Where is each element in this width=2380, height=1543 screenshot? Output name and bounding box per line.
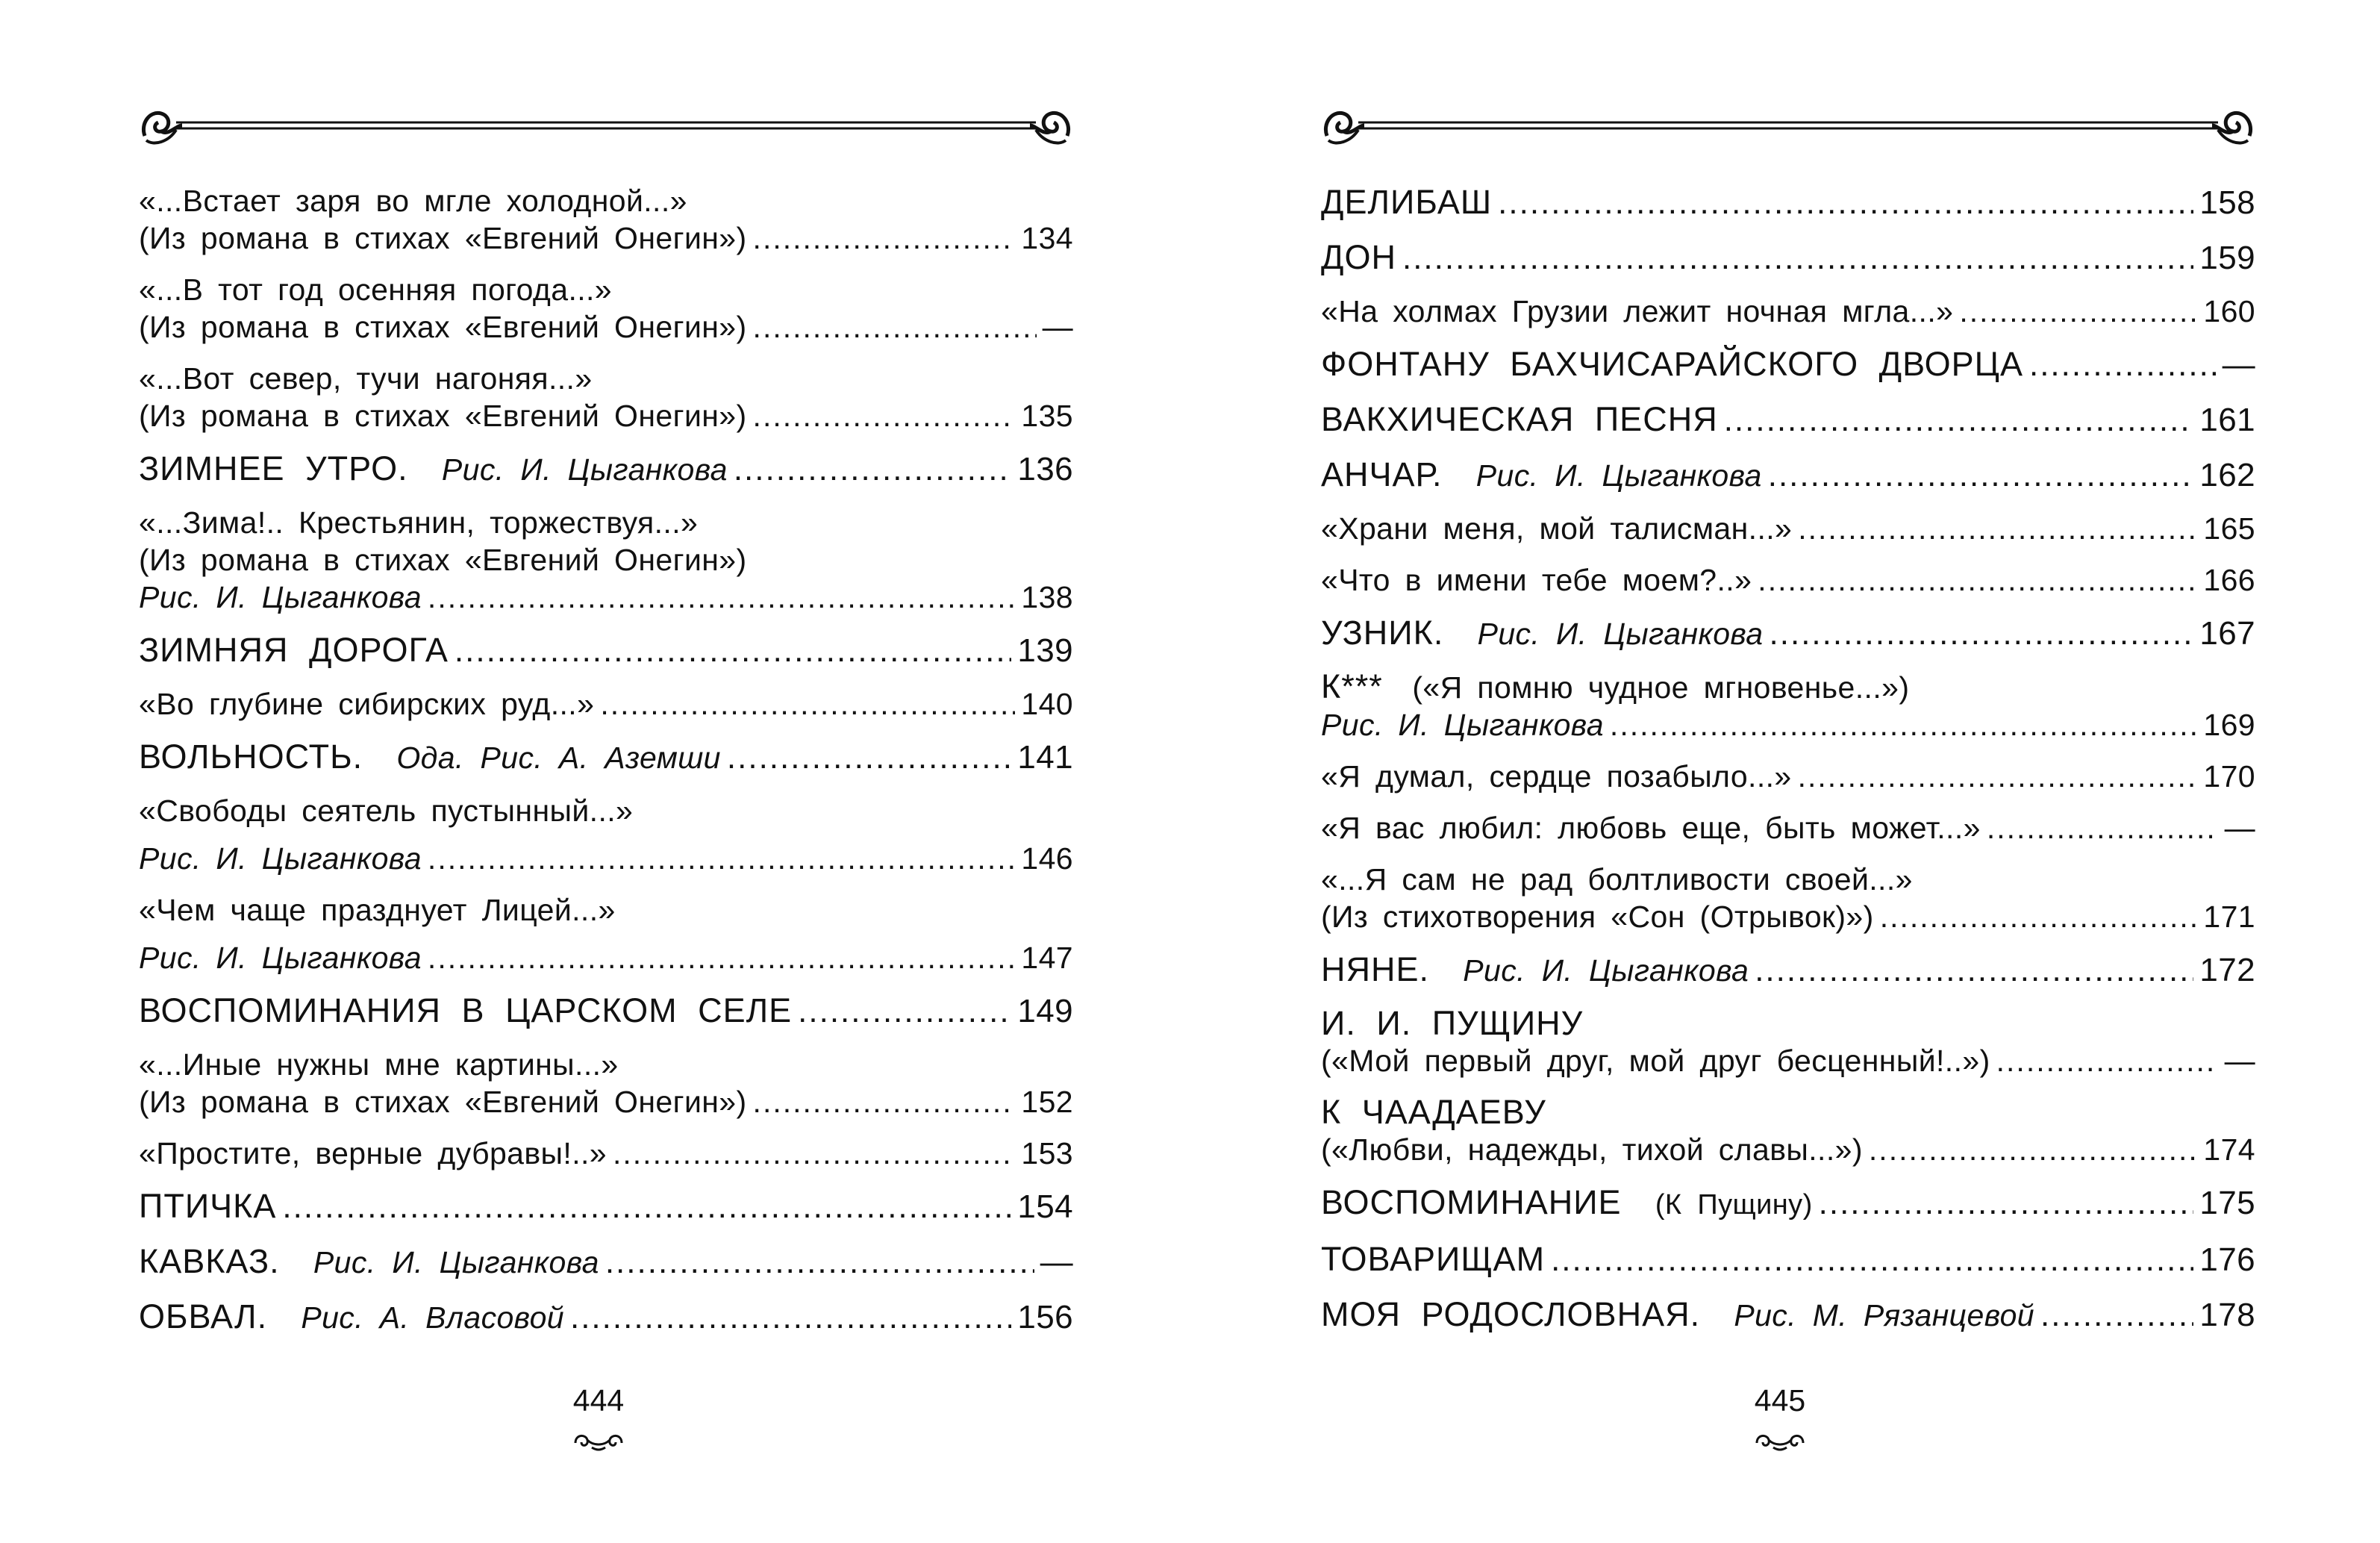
toc-entry[interactable]: [139, 504, 1073, 616]
toc-illustrator: Ода. Рис. А. Аземши: [396, 741, 721, 775]
toc-entry[interactable]: [1321, 293, 2255, 330]
toc-text: (Из романа в стихах «Евгений Онегин»): [139, 1085, 747, 1119]
toc-title: ДЕЛИБАШ: [1321, 183, 1493, 221]
toc-page: 135: [1021, 399, 1073, 433]
toc-entry[interactable]: [1321, 1239, 2255, 1280]
toc-page: 174: [2203, 1132, 2255, 1167]
toc-page: 153: [1021, 1136, 1073, 1171]
toc-page: 176: [2199, 1241, 2255, 1278]
toc-entry[interactable]: [139, 685, 1073, 723]
toc-title: КАВКАЗ.: [139, 1242, 280, 1280]
toc-title: ПТИЧКА: [139, 1187, 277, 1225]
toc-entry[interactable]: [1321, 1094, 2255, 1168]
toc-illustrator: Рис. А. Власовой: [301, 1300, 564, 1335]
toc-entry[interactable]: [1321, 1182, 2255, 1225]
toc-page: 158: [2199, 184, 2255, 221]
toc-title: НЯНЕ.: [1321, 950, 1430, 988]
toc-text: (Из стихотворения «Сон (Отрывок)»): [1321, 900, 1874, 934]
toc-text: («Я помню чудное мгновенье...»): [1412, 670, 1910, 705]
toc-title: ФОНТАНУ БАХЧИСАРАЙСКОГО ДВОРЦА: [1321, 345, 2023, 383]
toc-text: «Во глубине сибирских руд...»: [139, 687, 595, 721]
toc-title: АНЧАР.: [1321, 455, 1443, 493]
toc-page: 162: [2199, 457, 2255, 493]
toc-page: 146: [1021, 841, 1073, 876]
toc-entry[interactable]: [1321, 1294, 2255, 1335]
toc-entry[interactable]: [139, 1186, 1073, 1227]
table-of-contents: [139, 182, 1073, 1352]
toc-illustrator: Рис. И. Цыганкова: [313, 1245, 599, 1279]
toc-page: 141: [1017, 739, 1073, 776]
header-ornament: [139, 103, 1073, 149]
toc-text: («Любви, надежды, тихой славы...»): [1321, 1132, 1863, 1167]
toc-title: К***: [1321, 667, 1383, 705]
page-number: 444: [572, 1383, 625, 1418]
toc-illustrator: Рис. И. Цыганкова: [139, 580, 422, 614]
toc-illustrator: Рис. И. Цыганкова: [1475, 458, 1762, 493]
toc-title: ТОВАРИЩАМ: [1321, 1240, 1546, 1278]
toc-page: 166: [2203, 563, 2255, 597]
toc-illustrator: Рис. И. Цыганкова: [1463, 953, 1749, 988]
header-ornament: [1321, 103, 2255, 149]
toc-title: ОБВАЛ.: [139, 1297, 268, 1335]
toc-text: «Я думал, сердце позабыло...»: [1321, 759, 1792, 794]
toc-entry[interactable]: [139, 182, 1073, 257]
toc-title: ВОСПОМИНАНИЯ В ЦАРСКОМ СЕЛЕ: [139, 991, 793, 1029]
toc-entry[interactable]: [1321, 399, 2255, 440]
toc-title: ВОЛЬНОСТЬ.: [139, 738, 363, 776]
toc-entry[interactable]: [1321, 1005, 2255, 1079]
toc-text: (Из романа в стихах «Евгений Онегин»): [139, 399, 747, 433]
table-of-contents: [1321, 182, 2255, 1350]
toc-page: 149: [1017, 993, 1073, 1029]
toc-text: «...Зима!.. Крестьянин, торжествуя...»: [139, 505, 699, 540]
toc-page: 136: [1017, 451, 1073, 487]
toc-entry[interactable]: [1321, 182, 2255, 223]
toc-text: «Я вас любил: любовь еще, быть может...»: [1321, 811, 1981, 845]
toc-text: «Свободы сеятель пустынный...»: [139, 794, 634, 828]
toc-text: «...Иные нужны мне картины...»: [139, 1047, 619, 1082]
toc-title: ВОСПОМИНАНИЕ: [1321, 1183, 1622, 1221]
toc-text: «Что в имени тебе моем?..»: [1321, 563, 1752, 597]
toc-entry[interactable]: [1321, 613, 2255, 654]
toc-entry[interactable]: [1321, 861, 2255, 935]
toc-entry[interactable]: [1321, 344, 2255, 385]
toc-page: 160: [2203, 294, 2255, 328]
toc-title: ДОН: [1321, 238, 1396, 276]
toc-text: «...Я сам не рад болтливости своей...»: [1321, 862, 1913, 897]
toc-entry[interactable]: [139, 1046, 1073, 1120]
toc-entry[interactable]: [1321, 510, 2255, 547]
toc-entry[interactable]: [1321, 809, 2255, 847]
toc-page: 139: [1017, 632, 1073, 669]
toc-page: —: [1040, 1244, 1073, 1280]
toc-illustrator: Рис. И. Цыганкова: [139, 941, 422, 975]
toc-text: «...Встает заря во мгле холодной...»: [139, 184, 687, 218]
toc-entry[interactable]: [139, 449, 1073, 490]
footer-ornament: [1754, 1430, 1806, 1452]
toc-entry[interactable]: [139, 792, 1073, 877]
toc-entry[interactable]: [139, 991, 1073, 1032]
toc-page: 175: [2199, 1185, 2255, 1221]
toc-title: УЗНИК.: [1321, 614, 1444, 652]
toc-illustrator: Рис. М. Рязанцевой: [1734, 1298, 2035, 1332]
toc-page: 140: [1021, 687, 1073, 721]
toc-entry[interactable]: [139, 360, 1073, 434]
toc-text: «...Вот север, тучи нагоняя...»: [139, 361, 593, 396]
toc-page: 172: [2199, 952, 2255, 988]
toc-page: 170: [2203, 759, 2255, 794]
toc-entry[interactable]: [1321, 668, 2255, 744]
footer-ornament: [572, 1430, 625, 1452]
toc-illustrator: Рис. И. Цыганкова: [1321, 708, 1604, 742]
toc-text: «На холмах Грузии лежит ночная мгла...»: [1321, 294, 1954, 328]
toc-page: 159: [2199, 240, 2255, 276]
toc-page: —: [2224, 811, 2255, 845]
toc-text: «Храни меня, мой талисман...»: [1321, 511, 1793, 546]
toc-page: 156: [1017, 1299, 1073, 1335]
right-page: [1321, 0, 2255, 1543]
toc-page: —: [2222, 346, 2255, 383]
toc-page: —: [2224, 1044, 2255, 1078]
toc-entry[interactable]: [139, 891, 1073, 976]
toc-entry[interactable]: [139, 1241, 1073, 1282]
toc-page: 178: [2199, 1297, 2255, 1333]
toc-entry[interactable]: [1321, 455, 2255, 496]
toc-entry[interactable]: [139, 1297, 1073, 1338]
toc-title: И. И. ПУЩИНУ: [1321, 1004, 1584, 1042]
toc-page: 147: [1021, 941, 1073, 975]
toc-note: (К Пущину): [1655, 1189, 1813, 1221]
toc-text: «Чем чаще празднует Лицей...»: [139, 893, 616, 927]
toc-illustrator: Рис. И. Цыганкова: [139, 841, 422, 876]
toc-title: ЗИМНЕЕ УТРО.: [139, 449, 408, 487]
toc-page: —: [1042, 310, 1073, 344]
toc-page: 152: [1021, 1085, 1073, 1119]
toc-page: 165: [2203, 511, 2255, 546]
toc-entry[interactable]: [139, 737, 1073, 778]
left-page: [139, 0, 1073, 1543]
toc-illustrator: Рис. И. Цыганкова: [1477, 617, 1764, 651]
toc-page: 154: [1017, 1188, 1073, 1225]
toc-page: 167: [2199, 615, 2255, 652]
toc-illustrator: Рис. И. Цыганкова: [441, 452, 728, 487]
toc-title: К ЧААДАЕВУ: [1321, 1093, 1546, 1131]
toc-entry[interactable]: [139, 630, 1073, 671]
toc-text: (Из романа в стихах «Евгений Онегин»): [139, 543, 747, 577]
toc-title: ВАКХИЧЕСКАЯ ПЕСНЯ: [1321, 400, 1718, 438]
toc-page: 134: [1021, 221, 1073, 255]
toc-entry[interactable]: [139, 271, 1073, 346]
toc-page: 161: [2199, 402, 2255, 438]
toc-entry[interactable]: [139, 1135, 1073, 1172]
toc-text: (Из романа в стихах «Евгений Онегин»): [139, 221, 747, 255]
toc-entry[interactable]: [1321, 237, 2255, 278]
toc-entry[interactable]: [1321, 561, 2255, 599]
page-number: 445: [1754, 1383, 1806, 1418]
toc-page: 138: [1021, 580, 1073, 614]
toc-text: («Мой первый друг, мой друг бесценный!..»): [1321, 1044, 1990, 1078]
toc-text: «...В тот год осенняя погода...»: [139, 272, 613, 307]
toc-page: 169: [2203, 708, 2255, 742]
toc-page: 171: [2203, 900, 2255, 934]
toc-title: ЗИМНЯЯ ДОРОГА: [139, 631, 449, 669]
toc-title: МОЯ РОДОСЛОВНАЯ.: [1321, 1295, 1701, 1333]
toc-text: (Из романа в стихах «Евгений Онегин»): [139, 310, 747, 344]
toc-entry[interactable]: [1321, 950, 2255, 991]
toc-entry[interactable]: [1321, 758, 2255, 795]
toc-text: «Простите, верные дубравы!..»: [139, 1136, 607, 1171]
